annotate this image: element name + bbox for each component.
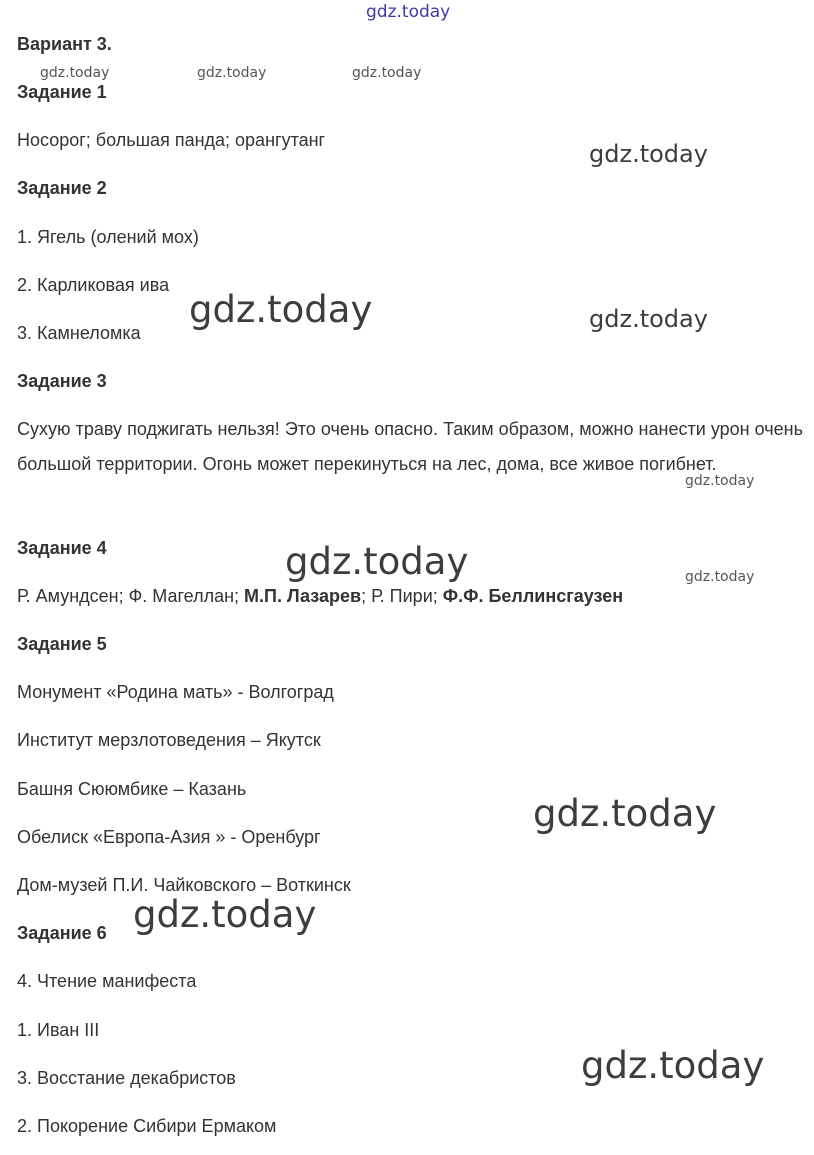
- watermark: gdz.today: [197, 65, 267, 81]
- task4-highlight: Ф.Ф. Беллинсгаузен: [442, 586, 624, 606]
- task5-heading: Задание 5: [17, 634, 107, 654]
- task6-item: 4. Чтение манифеста: [17, 971, 197, 991]
- watermark: gdz.today: [133, 893, 317, 936]
- task2-item: 3. Камнеломка: [17, 323, 141, 343]
- task5-item: Обелиск «Европа-Азия » - Оренбург: [17, 827, 321, 847]
- task5-item: Монумент «Родина мать» - Волгоград: [17, 682, 334, 702]
- watermark: gdz.today: [533, 792, 717, 835]
- task2-item: 1. Ягель (олений мох): [17, 227, 199, 247]
- watermark: gdz.today: [589, 140, 708, 168]
- watermark-top: gdz.today: [366, 2, 451, 22]
- watermark: gdz.today: [40, 65, 110, 81]
- task6-item: 2. Покорение Сибири Ермаком: [17, 1116, 277, 1136]
- watermark: gdz.today: [589, 305, 708, 333]
- task4-text: ; Р. Пири;: [361, 586, 443, 606]
- watermark: gdz.today: [352, 65, 422, 81]
- task2-item: 2. Карликовая ива: [17, 275, 170, 295]
- task4-highlight: М.П. Лазарев: [244, 586, 362, 606]
- task1-answer: Носорог; большая панда; орангутанг: [17, 130, 326, 150]
- watermark: gdz.today: [685, 473, 755, 489]
- task4-answer: [17, 585, 623, 607]
- task6-item: 3. Восстание декабристов: [17, 1068, 236, 1088]
- task4-text: Р. Амундсен; Ф. Магеллан;: [17, 586, 245, 606]
- task6-item: 1. Иван III: [17, 1020, 100, 1040]
- task6-heading: Задание 6: [17, 923, 107, 943]
- task1-heading: Задание 1: [17, 82, 107, 102]
- task2-heading: Задание 2: [17, 178, 107, 198]
- watermark: gdz.today: [189, 288, 373, 331]
- task3-answer: Сухую траву поджигать нельзя! Это очень опасно. Таким образом, можно нанести урон очень большой территории. Огонь может перекинуться на лес, дома, все живое погибнет.: [17, 419, 803, 474]
- task5-item: Башня Сююмбике – Казань: [17, 779, 247, 799]
- task3-heading: Задание 3: [17, 371, 107, 391]
- watermark: gdz.today: [581, 1044, 765, 1087]
- variant-title: Вариант 3.: [17, 34, 112, 54]
- task5-item: Институт мерзлотоведения – Якутск: [17, 730, 321, 750]
- task5-item: Дом-музей П.И. Чайковского – Воткинск: [17, 875, 351, 895]
- watermark: gdz.today: [285, 540, 469, 583]
- watermark: gdz.today: [685, 569, 755, 585]
- task4-heading: Задание 4: [17, 538, 107, 558]
